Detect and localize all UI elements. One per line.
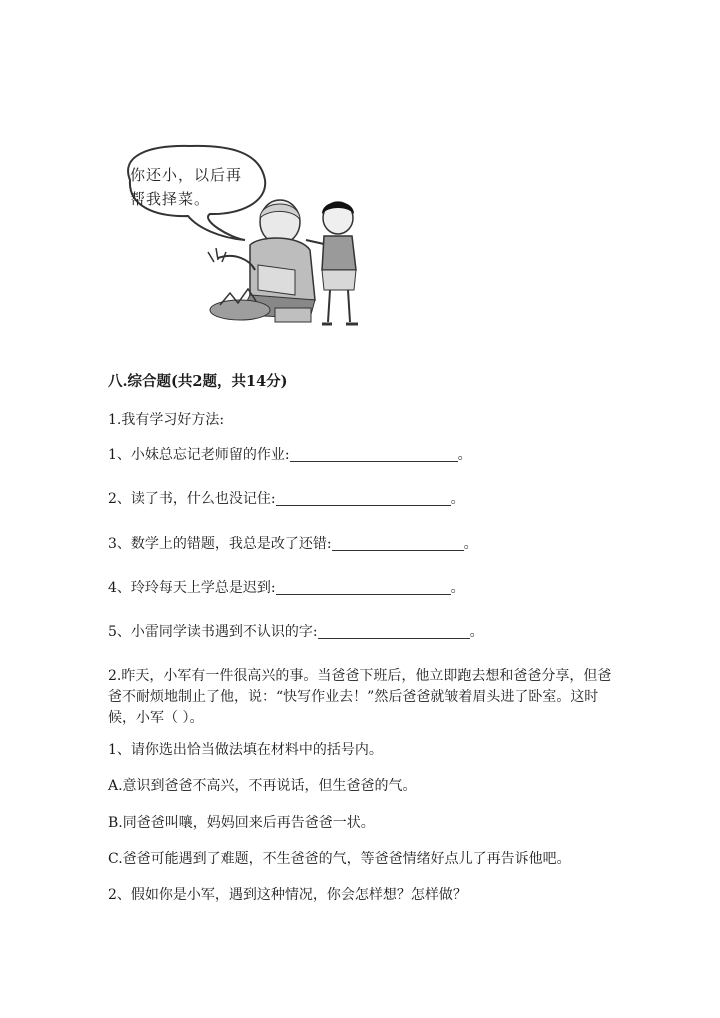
option-c: C.爸爸可能遇到了难题，不生爸爸的气，等爸爸情绪好点儿了再告诉他吧。	[108, 851, 571, 867]
q2-sub1: 1、请你选出恰当做法填在材料中的括号内。	[108, 742, 383, 758]
option-a: A.意识到爸爸不高兴，不再说话，但生爸爸的气。	[108, 778, 417, 794]
item-suffix: 。	[450, 491, 465, 507]
q2-paragraph: 2.昨天，小军有一件很高兴的事。当爸爸下班后，他立即跑去想和爸爸分享，但爸爸不耐烦地制止了他，说：“快写作业去！”然后爸爸就皱着眉头进了卧室。这时候，小军（ ）。	[108, 668, 612, 726]
q2-sub2: 2、假如你是小军，遇到这种情况，你会怎样想？怎样做？	[108, 887, 467, 903]
q1-item-2	[108, 489, 465, 509]
option-b: B.同爸爸叫嚷，妈妈回来后再告爸爸一状。	[108, 815, 375, 831]
item-text: 2、读了书，什么也没记住:	[108, 491, 276, 507]
speech-line: 帮我择菜。	[130, 190, 211, 208]
item-text: 5、小雷同学读书遇到不认识的字:	[108, 624, 318, 640]
item-suffix: 。	[463, 536, 478, 552]
speech-bubble-text	[130, 163, 260, 211]
item-suffix: 。	[450, 580, 465, 596]
answer-blank[interactable]	[332, 535, 464, 551]
item-text: 4、玲玲每天上学总是迟到:	[108, 580, 276, 596]
answer-blank[interactable]	[276, 490, 451, 506]
item-text: 1、小妹总忘记老师留的作业:	[108, 447, 290, 463]
q1-item-4	[108, 578, 465, 598]
q1-title: 1.我有学习好方法:	[108, 412, 225, 428]
q1-item-1	[108, 445, 472, 465]
item-suffix: 。	[457, 447, 472, 463]
answer-blank[interactable]	[290, 446, 458, 462]
speech-line: 你还小，以后再	[130, 166, 243, 184]
answer-blank[interactable]	[276, 579, 451, 595]
q1-item-3	[108, 534, 478, 554]
section-title: 八.综合题(共2题，共14分)	[108, 373, 288, 390]
item-text: 3、数学上的错题，我总是改了还错:	[108, 536, 332, 552]
answer-blank[interactable]	[318, 623, 470, 639]
item-suffix: 。	[469, 624, 484, 640]
q1-item-5	[108, 622, 484, 642]
